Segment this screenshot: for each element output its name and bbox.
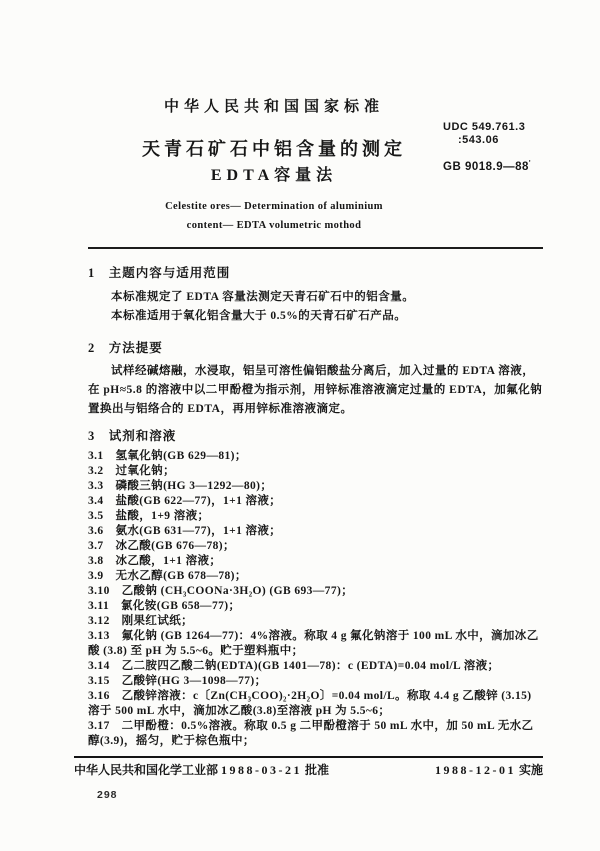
standard-number — [443, 157, 531, 174]
approval-date: 1988-03-21 — [221, 763, 303, 777]
implementation-label: 实施 — [518, 763, 543, 777]
approval-statement — [74, 762, 329, 778]
document-footer — [74, 762, 543, 778]
reagent-item-3-7: 3.7 冰乙酸(GB 676—78)； — [88, 540, 235, 552]
reagent-item-3-4: 3.4 盐酸(GB 622—77)，1+1 溶液； — [88, 495, 282, 507]
implementation-date: 1988-12-01 — [434, 763, 516, 777]
reagent-item-3-13: 3.13 氟化钠 (GB 1264—77)：4%溶液。称取 4 g 氟化钠溶于 100 mL 水中，滴加冰乙酸 (3.8) 至 pH 为 5.5~6。贮于塑料瓶中； — [88, 630, 539, 657]
reagent-item-3-3: 3.3 磷酸三钠(HG 3—1292—80)； — [88, 480, 273, 492]
reagent-item-3-9: 3.9 无水乙醇(GB 678—78)； — [88, 570, 247, 582]
document-title-english-line2: content— EDTA volumetric mothod — [186, 220, 362, 231]
reagent-item-3-15: 3.15 乙酸锌(HG 3—1098—77)； — [88, 675, 267, 687]
section-1-heading: 1 主题内容与适用范围 — [88, 266, 231, 280]
header-divider-rule — [88, 247, 543, 249]
section-3-heading: 3 试剂和溶液 — [88, 429, 177, 443]
document-title-chinese: 天青石矿石中铝含量的测定 — [142, 139, 406, 159]
section-2-paragraph: 试样经碱熔融，水浸取，铝呈可溶性偏铝酸盐分离后，加入过量的 EDTA 溶液，在 pH≈5.8 的溶液中以二甲酚橙为指示剂，用锌标准溶液滴定过量的 EDTA，加氟化钠置换出与铝络合的 EDTA，再用锌标准溶液滴定。 — [88, 365, 543, 415]
standard-number-mark: ' — [528, 160, 532, 167]
footer-divider-rule — [74, 756, 543, 758]
reagent-item-3-12: 3.12 刚果红试纸； — [88, 615, 194, 627]
approval-label: 批准 — [305, 763, 330, 777]
udc-code-line2: :543.06 — [458, 134, 499, 146]
document-subtitle-chinese: EDTA容量法 — [210, 167, 338, 184]
reagent-item-3-16: 3.16 乙酸锌溶液：c〔Zn(CH₃COO)₂·2H₂O〕=0.04 mol/L。称取 4.4 g 乙酸锌 (3.15) 溶于 500 mL 水中，滴加冰乙酸(3.8)至溶液 pH 为 5.5~6； — [88, 690, 532, 717]
udc-standard-number-block — [443, 121, 531, 174]
reagent-item-3-6: 3.6 氨水(GB 631—77)，1+1 溶液； — [88, 525, 282, 537]
reagent-item-3-8: 3.8 冰乙酸，1+1 溶液； — [88, 555, 222, 567]
section-1-paragraph-2: 本标准适用于氧化铝含量大于 0.5%的天青石矿石产品。 — [111, 310, 407, 322]
document-title-english-line1: Celestite ores— Determination of aluminium — [165, 201, 383, 212]
standard-number-text: GB 9018.9—88 — [443, 160, 529, 173]
standard-org-title: 中华人民共和国国家标准 — [163, 99, 384, 115]
page-number: 298 — [97, 789, 118, 801]
reagent-item-3-14: 3.14 乙二胺四乙酸二钠(EDTA)(GB 1401—78)：c (EDTA)=0.04 mol/L 溶液； — [88, 660, 500, 672]
reagent-list — [88, 449, 543, 749]
reagent-item-3-2: 3.2 过氧化钠； — [88, 465, 175, 477]
udc-code-line1: UDC 549.761.3 — [443, 121, 526, 133]
reagent-item-3-17: 3.17 二甲酚橙：0.5%溶液。称取 0.5 g 二甲酚橙溶于 50 mL 水中，加 50 mL 无水乙醇(3.9)，摇匀，贮于棕色瓶中； — [88, 720, 534, 747]
reagent-item-3-5: 3.5 盐酸，1+9 溶液； — [88, 510, 210, 522]
reagent-item-3-1: 3.1 氢氧化钠(GB 629—81)； — [88, 450, 247, 462]
section-2-heading: 2 方法提要 — [88, 341, 163, 355]
reagent-item-3-11: 3.11 氯化铵(GB 658—77)； — [88, 600, 241, 612]
section-1-paragraph-1: 本标准规定了 EDTA 容量法测定天青石矿石中的铝含量。 — [111, 291, 415, 303]
implementation-statement — [435, 762, 543, 778]
approval-org: 中华人民共和国化学工业部 — [74, 763, 219, 777]
reagent-item-3-10: 3.10 乙酸钠 (CH₃COONa·3H₂O) (GB 693—77)； — [88, 585, 354, 597]
document-header — [88, 0, 460, 233]
